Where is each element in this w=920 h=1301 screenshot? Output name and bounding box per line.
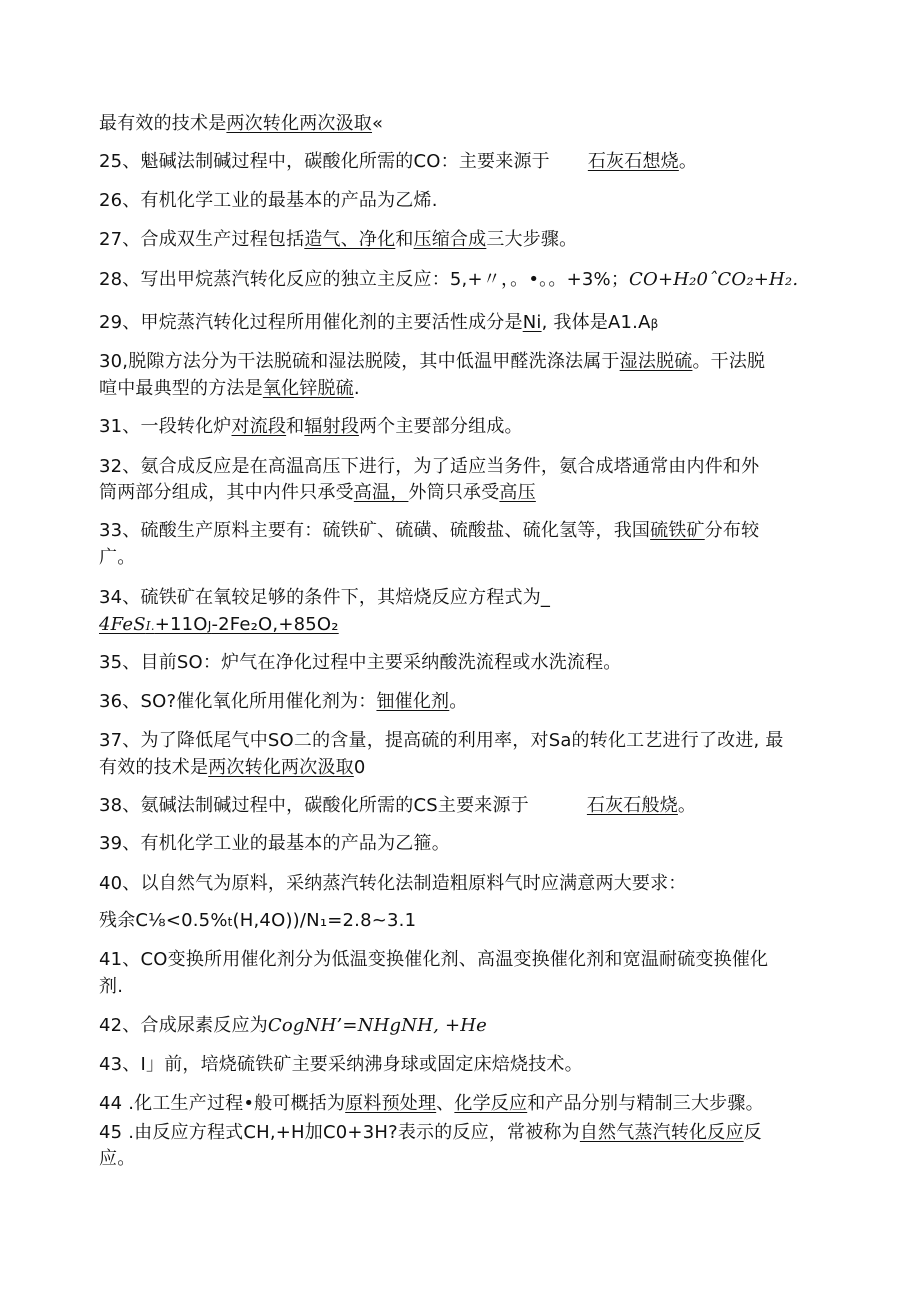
item-39 [99, 832, 450, 856]
line-continuation-24 [99, 112, 383, 136]
text: 0 [353, 757, 366, 778]
text: , 我体是A1.A [541, 312, 651, 333]
item-33-line1 [99, 519, 759, 543]
text: 37、为了降低尾气中SO二的含量，提高硫的利用率，对Sa的转化工艺进行了改进, 最 [99, 730, 784, 751]
formula-italic: CO+H₂0ˆCO₂+H₂. [629, 269, 799, 290]
formula-italic: 4FeS [99, 614, 146, 635]
answer-underlined: 高压 [499, 482, 536, 503]
text: 32、氨合成反应是在高温高压下进行，为了适应当务件，氨合成塔通常由内件和外 [99, 456, 760, 477]
text: 喧中最典型的方法是 [99, 378, 263, 399]
text: 和 [286, 416, 305, 437]
formula-text: +11O [154, 614, 208, 635]
text: 分布较 [704, 520, 760, 541]
text: (H,4O))/N₁=2.8~3.1 [232, 910, 417, 931]
text: 44 .化工生产过程•般可概括为 [99, 1093, 346, 1114]
text: 应。 [99, 1148, 136, 1169]
item-34-line1 [99, 586, 550, 610]
text: 广。 [99, 547, 136, 568]
answer-underlined: 氧化锌脱硫 [262, 378, 354, 399]
item-29 [99, 311, 658, 336]
text: 筒两部分组成，其中内件只承受 [99, 482, 354, 503]
text: 。 [677, 795, 697, 816]
text: « [372, 113, 384, 134]
text: 41、CO变换所用催化剂分为低温变换催化剂、高温变换催化剂和宽温耐硫变换催化 [99, 949, 769, 970]
text: 25、魁碱法制碱过程中，碳酸化所需的CO：主要来源于 [99, 151, 550, 172]
text: 29、甲烷蒸汽转化过程所用催化剂的主要活性成分是 [99, 312, 523, 333]
subscript: I. [145, 619, 155, 633]
text: 。干法脱 [692, 351, 766, 372]
item-30-line2 [99, 377, 360, 401]
text: 38、氨碱法制碱过程中，碳酸化所需的CS主要来源于 [99, 795, 529, 816]
answer-underlined: 对流段 [231, 416, 287, 437]
answer-underlined: 两次转化两次汲取 [226, 113, 373, 134]
answer-underlined: 自然气蒸汽转化反应 [579, 1122, 744, 1143]
text: 36、SO?催化氧化所用催化剂为： [99, 691, 377, 712]
text: 。 [449, 691, 468, 712]
item-32-line2 [99, 481, 536, 505]
item-40-line1 [99, 872, 687, 896]
text: 26、有机化学工业的最基本的产品为乙烯. [99, 190, 438, 211]
text: 剂. [99, 976, 124, 997]
item-27 [99, 228, 577, 252]
item-41-line1 [99, 948, 768, 972]
answer-underlined: 造气、净化 [304, 229, 396, 250]
text: 39、有机化学工业的最基本的产品为乙箍。 [99, 833, 450, 854]
item-37-line1 [99, 729, 784, 753]
item-25 [99, 150, 697, 174]
item-35 [99, 651, 622, 675]
item-44 [99, 1092, 764, 1116]
text: 42、合成尿素反应为 [99, 1015, 268, 1036]
formula-italic: CogNH’=NHgNH, +He [267, 1015, 487, 1036]
text: 残余C⅛<0.5% [99, 910, 228, 931]
text: 40、以自然气为原料，采纳蒸汽转化法制造粗原料气时应满意两大要求： [99, 873, 687, 894]
item-33-line2 [99, 546, 135, 570]
item-42 [99, 1014, 487, 1038]
text: 最有效的技术是 [99, 113, 227, 134]
text: 三大步骤。 [486, 229, 578, 250]
text: 有效的技术是 [99, 757, 209, 778]
answer-underlined: 化学反应 [454, 1093, 528, 1114]
answer-underlined: 高温， [353, 482, 409, 503]
text: 45 .由反应方程式CH,+H加C0+3H?表示的反应，常被称为 [99, 1122, 580, 1143]
text: 30,脱隙方法分为干法脱硫和湿法脱陵，其中低温甲醛洗涤法属于 [99, 351, 620, 372]
answer-underlined: 硫铁矿 [650, 520, 705, 541]
text: . [353, 378, 360, 399]
text: 34、硫铁矿在氧较足够的条件下，其焙烧反应方程式为_ [99, 587, 551, 608]
item-38 [99, 794, 696, 818]
item-40-formula [99, 909, 416, 934]
answer-underlined: 辐射段 [304, 416, 359, 437]
answer-underlined: 石灰石想烧 [587, 151, 679, 172]
text: 43、I」前，培烧硫铁矿主要采纳沸身球或固定床焙烧技术。 [99, 1054, 583, 1075]
text: 反 [743, 1122, 762, 1143]
text: 两个主要部分组成。 [358, 416, 523, 437]
text: 、 [436, 1093, 455, 1114]
item-36 [99, 690, 467, 714]
answer-underlined: 压缩合成 [413, 229, 487, 250]
subscript: β [650, 317, 659, 331]
item-41-line2 [99, 975, 123, 999]
item-43 [99, 1053, 583, 1077]
text: 31、一段转化炉 [99, 416, 232, 437]
text: 33、硫酸生产原料主要有：硫铁矿、硫磺、硫酸盐、硫化氢等，我国 [99, 520, 651, 541]
item-45-line2 [99, 1147, 135, 1171]
formula-text: -2Fe₂O,+85O₂ [211, 614, 339, 635]
item-34-formula [99, 613, 339, 638]
text: 和 [395, 229, 414, 250]
item-28 [99, 268, 798, 292]
item-32-line1 [99, 455, 759, 479]
text: 28、写出甲烷蒸汽转化反应的独立主反应：5,+〃，。•。。+3%； [99, 269, 630, 290]
item-45-line1 [99, 1121, 762, 1145]
answer-underlined: 石灰石般烧 [586, 795, 678, 816]
text: 和产品分别与精制三大步骤。 [527, 1093, 764, 1114]
item-26 [99, 189, 438, 213]
subscript: J [207, 619, 212, 633]
answer-underlined: 湿法脱硫 [619, 351, 693, 372]
subscript: t [227, 915, 233, 929]
answer-underlined: 两次转化两次汲取 [208, 757, 354, 778]
answer-underlined: Ni [522, 312, 542, 333]
text: 外筒只承受 [408, 482, 500, 503]
text: 。 [678, 151, 698, 172]
answer-underlined: 钿催化剂 [376, 691, 450, 712]
item-37-line2 [99, 756, 365, 780]
item-31 [99, 415, 523, 439]
item-30-line1 [99, 350, 765, 374]
text: 27、合成双生产过程包括 [99, 229, 305, 250]
text: 35、目前SO：炉气在净化过程中主要采纳酸洗流程或水洗流程。 [99, 652, 622, 673]
answer-underlined: 原料预处理 [345, 1093, 437, 1114]
